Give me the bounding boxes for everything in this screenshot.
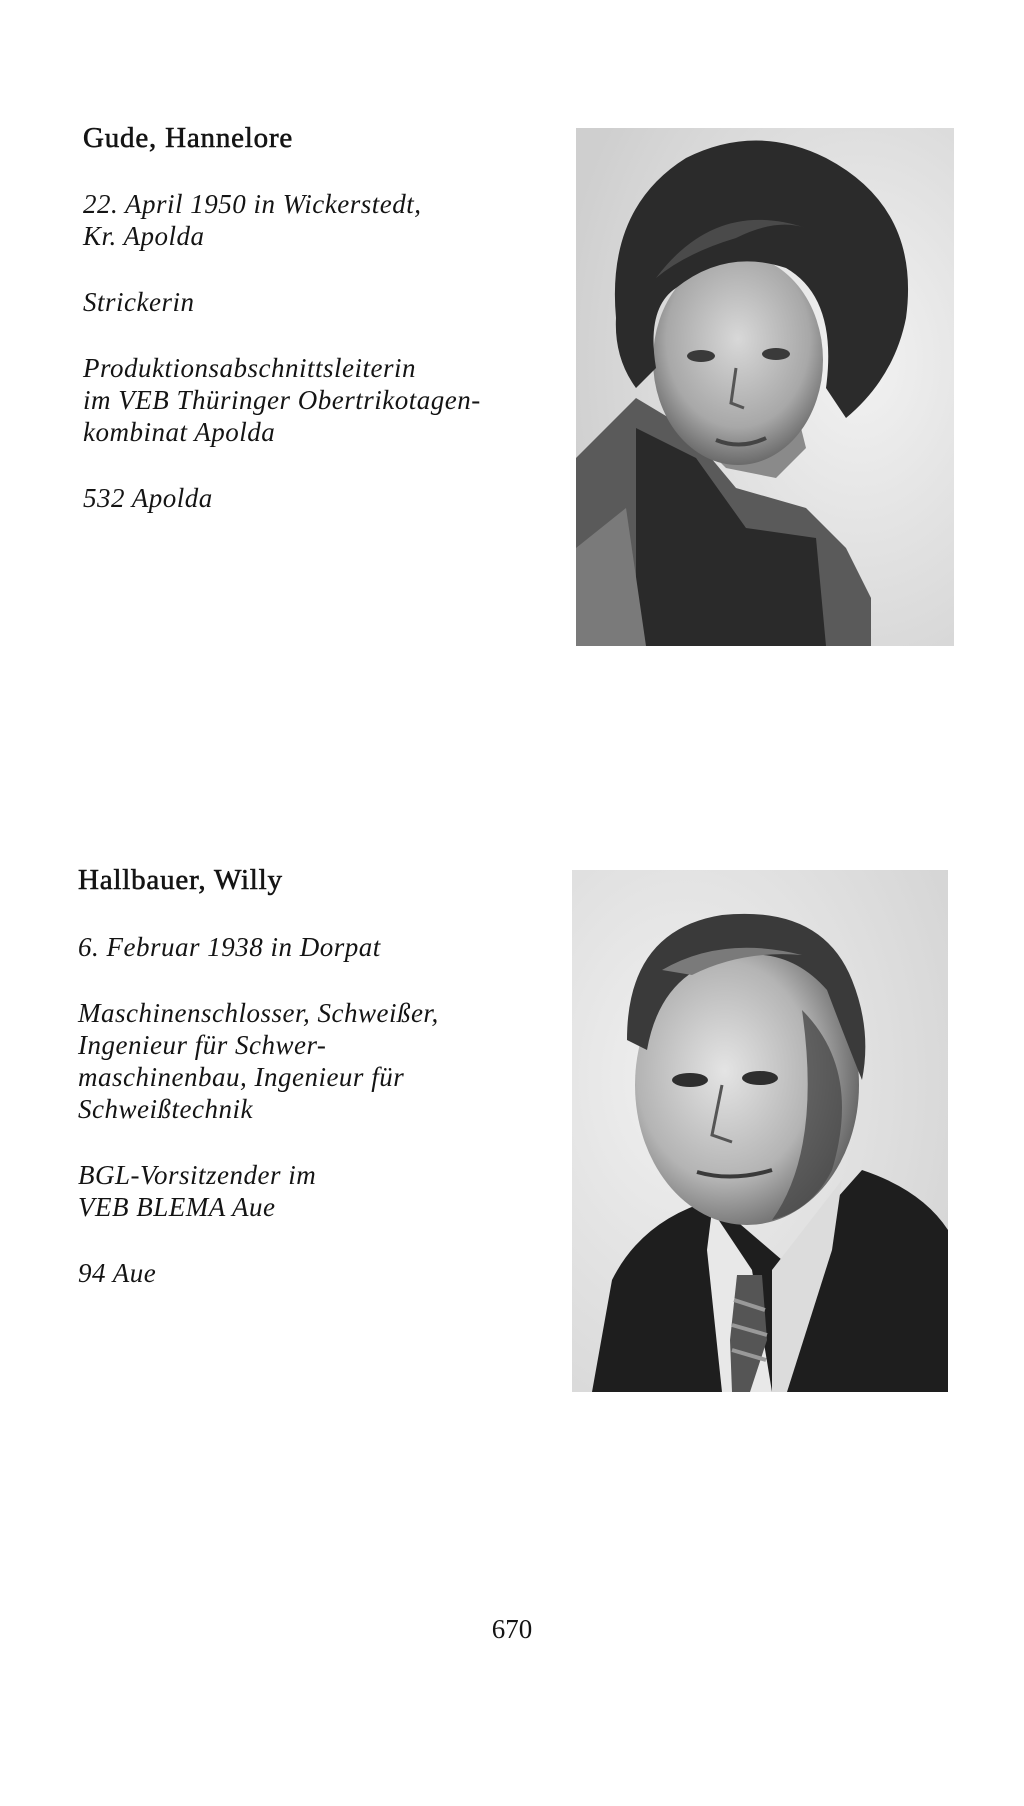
position-line: kombinat Apolda (83, 417, 276, 447)
training-line: maschinenbau, Ingenieur für (78, 1062, 405, 1092)
address-line: 94 Aue (78, 1258, 157, 1288)
position-line: Produktionsabschnittsleiterin (83, 353, 416, 383)
portrait-photo (572, 870, 948, 1392)
entry-name: Hallbauer, Willy (78, 864, 283, 896)
birth-line: Kr. Apolda (83, 221, 205, 251)
position-line: VEB BLEMA Aue (78, 1192, 276, 1222)
address-line: 532 Apolda (83, 483, 213, 513)
portrait-man-image (572, 870, 948, 1392)
portrait-woman-image (576, 128, 954, 646)
training-line: Maschinenschlosser, Schweißer, (78, 998, 439, 1028)
entry-name: Gude, Hannelore (83, 122, 294, 154)
position-line: im VEB Thüringer Obertrikotagen- (83, 385, 481, 415)
training-line: Ingenieur für Schwer- (78, 1030, 327, 1060)
birth-line: 6. Februar 1938 in Dorpat (78, 932, 381, 962)
portrait-photo (576, 128, 954, 646)
birth-line: 22. April 1950 in Wickerstedt, (83, 189, 422, 219)
page-number: 670 (491, 1614, 533, 1644)
position-line: BGL-Vorsitzender im (78, 1160, 317, 1190)
training-line: Schweißtechnik (78, 1094, 253, 1124)
training-line: Strickerin (83, 287, 195, 317)
